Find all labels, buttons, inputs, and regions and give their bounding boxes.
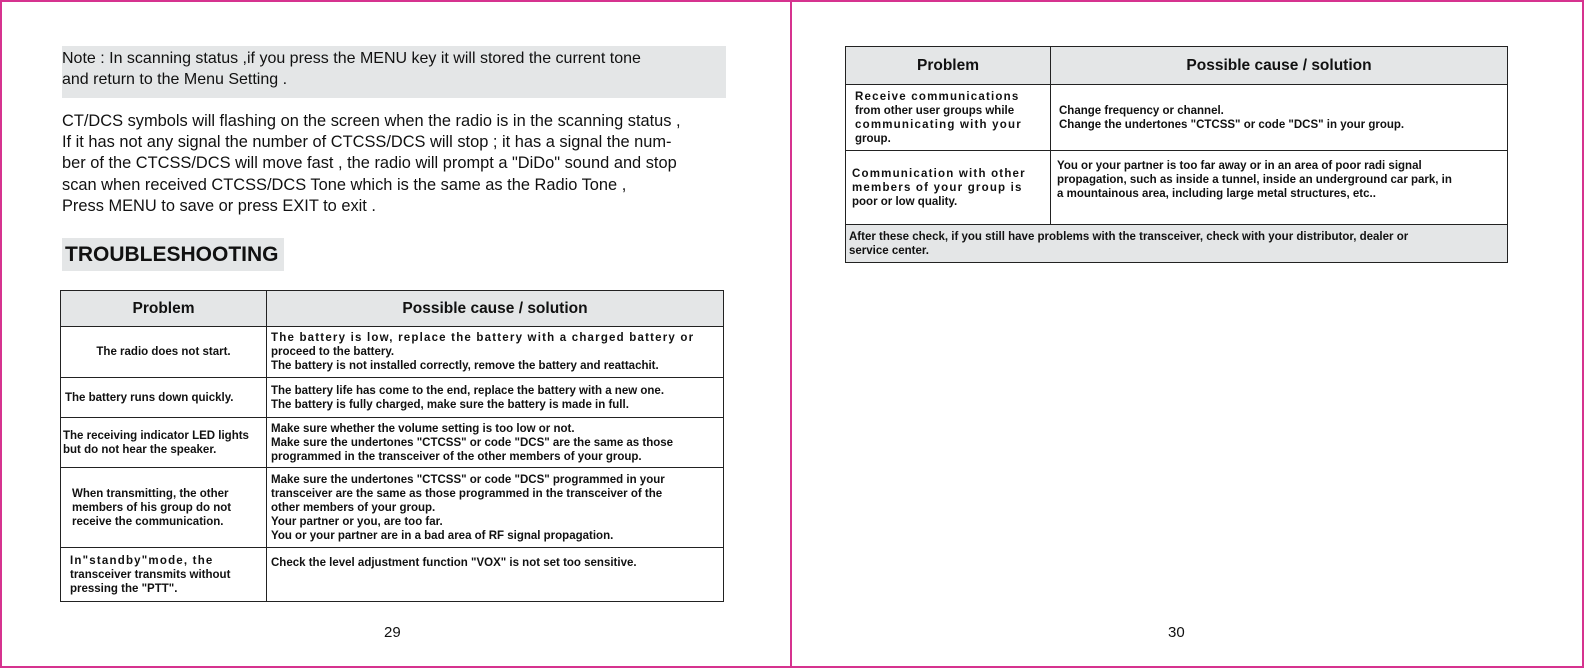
table-row	[61, 418, 724, 468]
table-row	[61, 548, 724, 602]
solution-line: Check the level adjustment function "VOX" is not set too sensitive.	[271, 557, 637, 569]
footer-line: After these check, if you still have problems with the transceiver, check with your distributor, dealer or	[849, 230, 1409, 243]
solution-line: propagation, such as inside a tunnel, inside an underground car park, in	[1057, 174, 1452, 186]
solution-line: proceed to the battery.	[271, 346, 395, 358]
table-row	[846, 151, 1508, 225]
table-row	[846, 85, 1508, 151]
solution-line: Change the undertones "CTCSS" or code "DCS" in your group.	[1059, 118, 1405, 131]
problem-line: Communication with other	[852, 167, 1026, 180]
paragraph-line: scan when received CTCSS/DCS Tone which is the same as the Radio Tone ,	[62, 175, 627, 194]
troubleshooting-table-continued	[845, 46, 1508, 263]
solution-line: programmed in the transceiver of the other members of your group.	[271, 450, 642, 463]
solution-line: transceiver are the same as those programmed in the transceiver of the	[271, 487, 663, 500]
note-line: Note : In scanning status ,if you press the MENU key it will stored the current tone	[62, 50, 641, 67]
solution-line: You or your partner are in a bad area of RF signal propagation.	[271, 529, 614, 542]
header-problem: Problem	[61, 291, 267, 327]
page-number: 29	[384, 624, 401, 641]
header-problem: Problem	[846, 47, 1051, 85]
troubleshooting-table	[60, 290, 724, 602]
footer-line: service center.	[849, 244, 929, 257]
problem-line: group.	[855, 132, 891, 145]
problem-line: members of your group is	[852, 181, 1023, 194]
solution-line: Change frequency or channel.	[1059, 104, 1224, 117]
problem-line: The radio does not start.	[96, 346, 231, 358]
problem-line: The battery runs down quickly.	[65, 391, 234, 404]
solution-line: other members of your group.	[271, 501, 436, 514]
header-solution: Possible cause / solution	[267, 291, 724, 327]
solution-line: a mountainous area, including large metal structures, etc..	[1057, 188, 1376, 200]
solution-line: The battery is fully charged, make sure the battery is made in full.	[271, 398, 629, 411]
problem-line: When transmitting, the other	[72, 487, 229, 500]
solution-line: Make sure the undertones "CTCSS" or code "DCS" programmed in your	[271, 473, 665, 486]
solution-line: Your partner or you, are too far.	[271, 515, 443, 528]
solution-line: The battery life has come to the end, replace the battery with a new one.	[271, 384, 665, 397]
note-line: and return to the Menu Setting .	[62, 71, 288, 88]
table-footer-row	[846, 225, 1508, 263]
paragraph-line: ber of the CTCSS/DCS will move fast , the radio will prompt a "DiDo" sound and stop	[62, 154, 677, 173]
problem-line: from other user groups while	[855, 104, 1015, 117]
problem-line: Receive communications	[855, 90, 1020, 103]
solution-line: The battery is low, replace the battery with a charged battery or	[271, 332, 695, 344]
solution-line: The battery is not installed correctly, remove the battery and reattachit.	[271, 360, 659, 372]
problem-line: but do not hear the speaker.	[63, 443, 217, 456]
scan-note	[62, 46, 726, 98]
problem-line: pressing the "PTT".	[70, 582, 178, 595]
paragraph-line: If it has not any signal the number of CTCSS/DCS will stop ; it has a signal the num-	[62, 133, 672, 152]
paragraph-line: Press MENU to save or press EXIT to exit .	[62, 196, 376, 215]
problem-line: communicating with your	[855, 118, 1022, 131]
page-number: 30	[1168, 624, 1185, 641]
problem-line: members of his group do not	[72, 501, 232, 514]
header-solution: Possible cause / solution	[1051, 47, 1508, 85]
problem-line: receive the communication.	[72, 515, 224, 528]
troubleshooting-heading: TROUBLESHOOTING	[62, 238, 284, 271]
problem-line: In"standby"mode, the	[70, 554, 214, 567]
table-row	[61, 468, 724, 548]
paragraph-line: CT/DCS symbols will flashing on the screen when the radio is in the scanning status ,	[62, 112, 681, 130]
problem-line: The receiving indicator LED lights	[63, 429, 249, 442]
table-row	[61, 378, 724, 418]
solution-line: You or your partner is too far away or in an area of poor radi signal	[1057, 160, 1422, 172]
problem-line: transceiver transmits without	[70, 568, 231, 581]
problem-line: poor or low quality.	[852, 195, 958, 208]
solution-line: Make sure whether the volume setting is too low or not.	[271, 422, 575, 435]
solution-line: Make sure the undertones "CTCSS" or code "DCS" are the same as those	[271, 436, 674, 449]
table-row	[61, 327, 724, 378]
scan-paragraph	[62, 111, 732, 217]
page-divider	[790, 0, 792, 668]
